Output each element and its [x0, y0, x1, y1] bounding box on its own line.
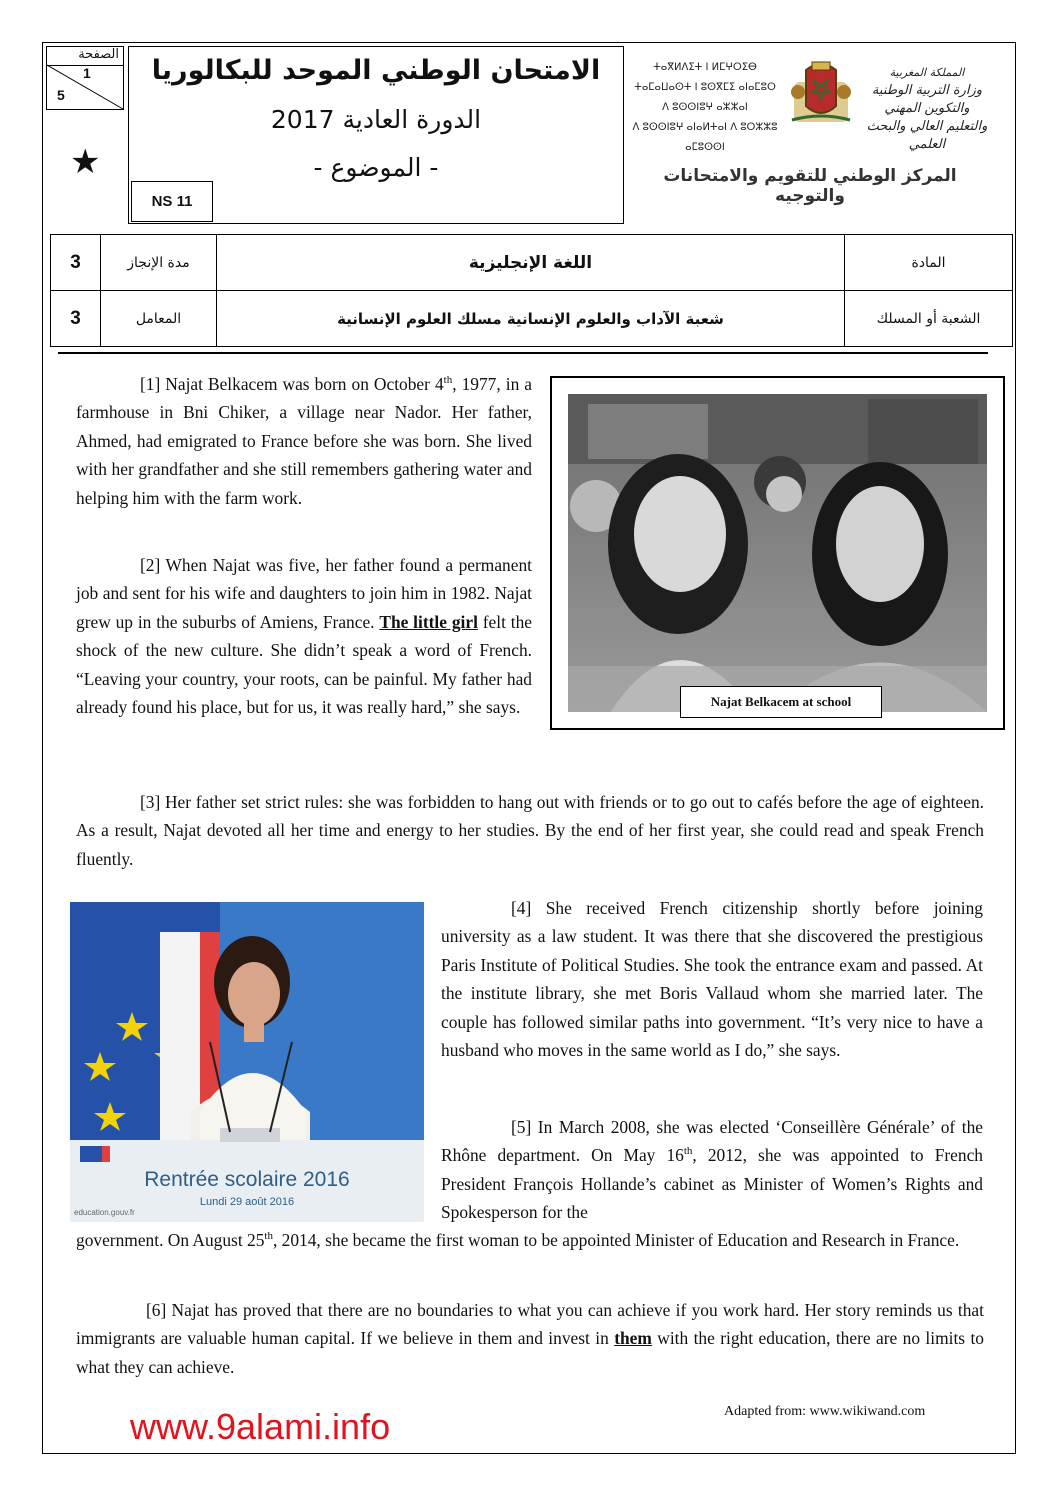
- coefficient-label: المعامل: [101, 291, 217, 346]
- paragraph-5: [5] In March 2008, she was elected ‘Conseillère Générale’ of the Rhône department. On May 16th, 2012, she was appointed to French President François Hollande’s cabinet as Minister of Women’s Rights and Spokesperson for the: [441, 1117, 984, 1223]
- subject-heading: - الموضوع -: [313, 153, 439, 182]
- paragraph-6: [6] Najat has proved that there are no boundaries to what you can achieve if you work hard. Her story reminds us that immigrants are valuable human capital. If we believe in them and invest in them with the right education, there are no limits to what they can achieve.: [76, 1300, 984, 1377]
- duration-label: مدة الإنجاز: [101, 235, 217, 290]
- page-number-box: [46, 46, 124, 110]
- paragraph-4: [4] She received French citizenship shortly before joining university as a law student. It was there that she discovered the prestigious Paris Institute of Political Studies. She took the entrance exam and passed. At the institute library, she met Boris Vallaud whom she married later. The couple has followed similar paths into government. “It’s very nice to have a husband who moves in the same world as I do,” she says.: [441, 898, 983, 1061]
- minister-photo: [70, 902, 424, 1222]
- school-photo: [568, 394, 987, 712]
- page-current: 1: [83, 65, 91, 81]
- emblem-icon: [788, 56, 854, 126]
- school-photo-frame: [550, 376, 1005, 730]
- watermark-link[interactable]: www.9alami.info: [130, 1406, 391, 1447]
- paragraph-1: [1] Najat Belkacem was born on October 4th, 1977, in a farmhouse in Bni Chiker, a village near Nador. Her father, Ahmed, had emigrated to France before she was born. She lived with her grandfather and she still remembers gathering water and helping him with the farm work.: [76, 374, 533, 508]
- branch-label: الشعبة أو المسلك: [876, 310, 981, 327]
- exam-code: NS 11: [131, 181, 213, 222]
- paragraph-3: [3] Her father set strict rules: she was forbidden to hang out with friends or to go out to cafés before the age of eighteen. As a result, Najat devoted all her time and energy to her studies. By the end of her first year, she could read and speak French fluently.: [76, 792, 984, 869]
- star-icon: ★: [70, 142, 101, 182]
- podium-title: Rentrée scolaire 2016: [144, 1168, 350, 1191]
- source-note: Adapted from: www.wikiwand.com: [724, 1404, 926, 1419]
- national-center-name: المركز الوطني للتقويم والامتحانات والتوجيه: [663, 166, 957, 206]
- photo-caption: Najat Belkacem at school: [680, 686, 882, 718]
- subject-value: اللغة الإنجليزية: [217, 235, 845, 290]
- ministry-name: المملكة المغربية وزارة التربية الوطنية والتكوين المهني والتعليم العالي والبحث العلمي: [866, 66, 988, 152]
- photo-credit: education.gouv.fr: [74, 1208, 135, 1217]
- exam-session: الدورة العادية 2017: [270, 105, 482, 134]
- tifinagh-ministry-name: ⵜⴰⴳⵍⴷⵉⵜ ⵏ ⵍⵎⵖⵔⵉⴱ ⵜⴰⵎⴰⵡⴰⵙⵜ ⵏ ⵓⵙⴳⵎⵉ ⴰⵏⴰⵎⵓⵔ ⴷ ⵓⵙⵙⵏⵓⵖ ⴰⵣⵣⴰⵏ ⴷ ⵓⵙⵙⵏⵓⵖ ⴰⵏⴰⵍⵜⴰⵏ ⴷ ⵓⵔⵣⵣⵓ ⴰⵎⵓⵙⵙⵏ: [632, 62, 778, 153]
- underlined-them: them: [614, 1328, 652, 1349]
- duration-value: 3: [51, 235, 101, 290]
- subject-label: المادة: [911, 254, 946, 271]
- exam-title: الامتحان الوطني الموحد للبكالوريا: [151, 55, 601, 86]
- paragraph-5-continued: government. On August 25th, 2014, she became the first woman to be appointed Minister of Education and Research in France.: [76, 1230, 960, 1250]
- branch-value: شعبة الآداب والعلوم الإنسانية مسلك العلوم الإنسانية: [217, 291, 845, 346]
- page-total: 5: [57, 87, 65, 103]
- page-label: الصفحة: [78, 47, 119, 62]
- coefficient-value: 3: [51, 291, 101, 346]
- header-divider: [58, 352, 988, 354]
- underlined-the-little-girl: The little girl: [379, 611, 478, 632]
- subject-info-table: [50, 234, 1013, 347]
- paragraph-2: [2] When Najat was five, her father found a permanent job and sent for his wife and daughters to join him in 1982. Najat grew up in the suburbs of Amiens, France. The little girl felt the shock of the new culture. She didn’t speak a word of French. “Leaving your country, your roots, can be painful. My father had already found his place, but for us, it was really hard,” she says.: [76, 555, 532, 718]
- podium-date: Lundi 29 août 2016: [199, 1196, 295, 1208]
